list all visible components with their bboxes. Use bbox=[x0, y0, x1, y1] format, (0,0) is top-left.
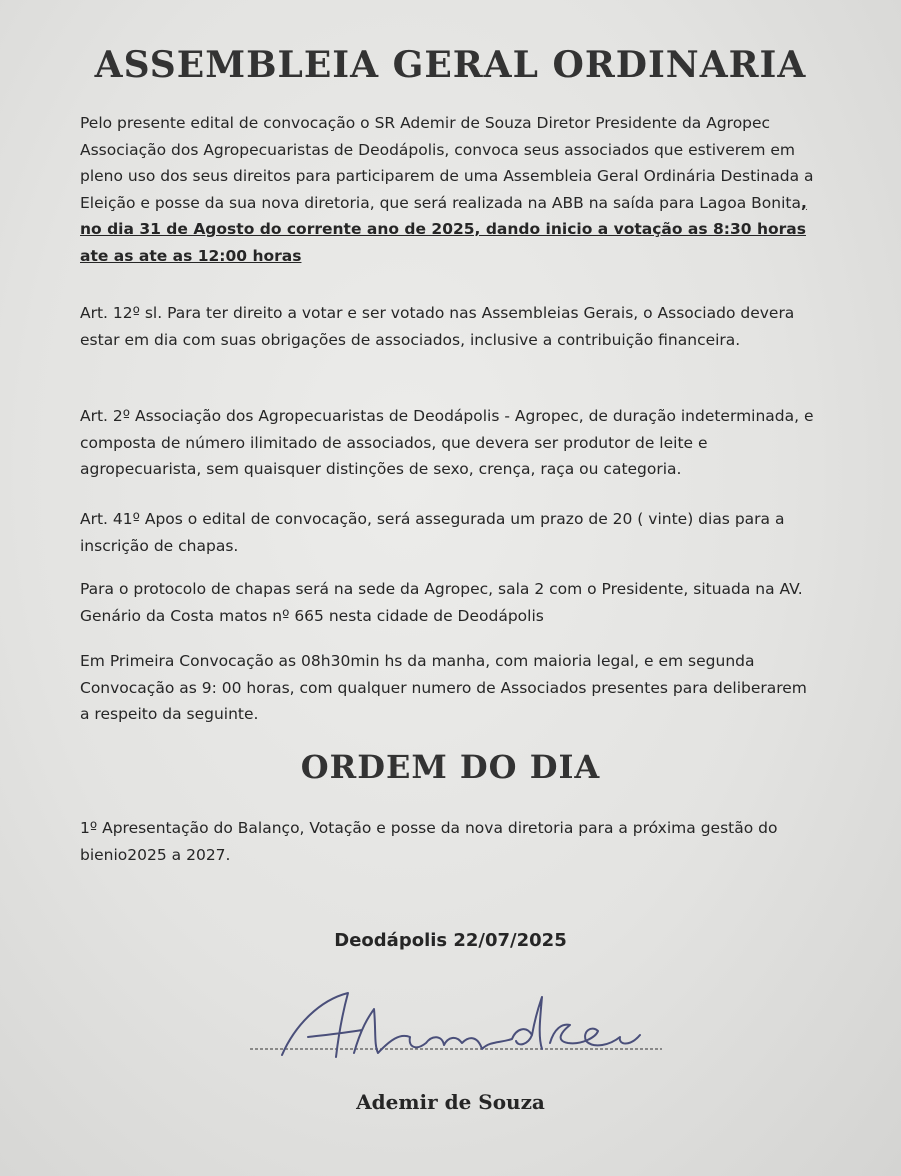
agenda-item: 1º Apresentação do Balanço, Votação e posse da nova diretoria para a próxima gestão do bienio2025 a 2027. bbox=[80, 819, 778, 864]
intro-paragraph bbox=[80, 110, 820, 269]
convocation-paragraph: Em Primeira Convocação as 08h30min hs da manha, com maioria legal, e em segunda Convocação as 9: 00 horas, com qualquer numero de Associados presentes para deliberarem a respeito da seguinte. bbox=[80, 652, 807, 723]
intro-emphasis: , no dia 31 de Agosto do corrente ano de 2025, dando inicio a votação as 8:30 horas ate as ate as 12:00 horas bbox=[80, 193, 807, 265]
document-title: ASSEMBLEIA GERAL ORDINARIA bbox=[94, 44, 807, 86]
signer-name: Ademir de Souza bbox=[356, 1090, 545, 1114]
place-date: Deodápolis 22/07/2025 bbox=[334, 930, 567, 951]
handwritten-signature bbox=[250, 985, 670, 1075]
article-12-paragraph: Art. 12º sl. Para ter direito a votar e ser votado nas Assembleias Gerais, o Associado devera estar em dia com suas obrigações de associados, inclusive a contribuição financeira. bbox=[80, 304, 795, 349]
signature-stroke bbox=[282, 993, 640, 1057]
article-2-paragraph: Art. 2º Associação dos Agropecuaristas de Deodápolis - Agropec, de duração indeterminada, e composta de número ilimitado de associados, que devera ser produtor de leite e agropecuarista, sem quaisquer distinções de sexo, crença, raça ou categoria. bbox=[80, 407, 814, 478]
article-41-paragraph: Art. 41º Apos o edital de convocação, será assegurada um prazo de 20 ( vinte) dias para a inscrição de chapas. bbox=[80, 510, 785, 555]
protocol-paragraph: Para o protocolo de chapas será na sede da Agropec, sala 2 com o Presidente, situada na AV. Genário da Costa matos nº 665 nesta cidade de Deodápolis bbox=[80, 580, 803, 625]
intro-text: Pelo presente edital de convocação o SR Ademir de Souza Diretor Presidente da Agropec Associação dos Agropecuaristas de Deodápolis, convoca seus associados que estiverem em pleno uso dos seus direitos para participarem de uma Assembleia Geral Ordinária Destinada a Eleição e posse da sua nova diretoria, que será realizada na ABB na saída para Lagoa Bonita bbox=[80, 114, 814, 212]
agenda-title: ORDEM DO DIA bbox=[300, 748, 601, 786]
